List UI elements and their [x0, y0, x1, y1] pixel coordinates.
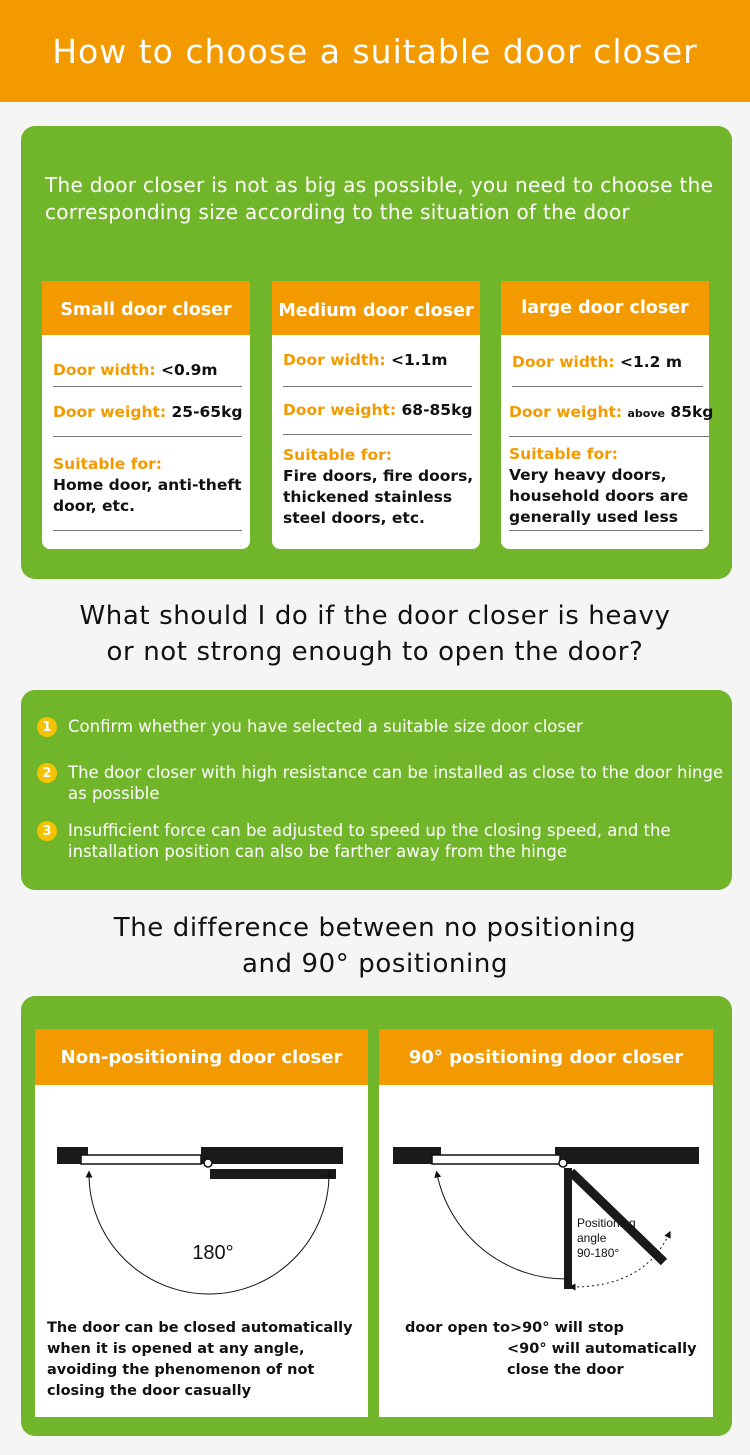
- card-title: Medium door closer: [272, 281, 480, 335]
- door-open-90: [564, 1168, 572, 1289]
- positioning-panel: [379, 1029, 713, 1417]
- door-weight-value: 68-85kg: [401, 401, 473, 419]
- closer-arm: [210, 1169, 336, 1179]
- tip-item: [37, 820, 727, 862]
- door-weight-label: Door weight:: [509, 403, 623, 421]
- page-title: How to choose a suitable door closer: [52, 31, 698, 71]
- faq-heading-line1: What should I do if the door closer is heavy: [79, 601, 671, 631]
- door-weight-value: 85kg: [670, 403, 714, 421]
- door-weight-row: [283, 387, 472, 435]
- hinge-icon: [559, 1159, 567, 1167]
- number-3-icon: 3: [37, 821, 57, 841]
- door-width-label: Door width:: [53, 361, 156, 379]
- door-width-row: [512, 335, 703, 387]
- tip-text: The door closer with high resistance can be installed as close to the door hinge as possible: [68, 763, 724, 803]
- suitable-for-label: Suitable for:: [53, 455, 162, 473]
- door-width-row: [283, 335, 472, 387]
- door-width-value: <0.9m: [160, 361, 218, 379]
- tip-item: [37, 716, 727, 737]
- door-width-value: <1.2 m: [619, 353, 682, 371]
- positioning-description-line2: <90° will automatically: [507, 1341, 697, 1357]
- door-width-row: [53, 335, 242, 387]
- positioning-description-line1: door open to>90° will stop: [405, 1320, 624, 1336]
- angle-label: 180°: [192, 1242, 234, 1264]
- faq-heading: [0, 598, 750, 670]
- compare-heading-line2: and 90° positioning: [241, 949, 509, 979]
- number-1-icon: 1: [37, 717, 57, 737]
- number-2-icon: 2: [37, 763, 57, 783]
- hinge-icon: [204, 1159, 212, 1167]
- divider: [509, 530, 703, 531]
- card-title: Small door closer: [42, 281, 250, 335]
- suitable-for-value: Home door, anti-theft door, etc.: [53, 476, 242, 515]
- door-leaf: [81, 1155, 201, 1164]
- card-small-door-closer: [42, 281, 250, 549]
- compare-heading: [0, 910, 750, 982]
- suitable-for-value: Fire doors, fire doors, thickened stainless steel doors, etc.: [283, 467, 474, 527]
- door-weight-label: Door weight:: [283, 401, 397, 419]
- non-positioning-title: Non-positioning door closer: [35, 1029, 368, 1085]
- divider: [53, 530, 242, 531]
- suitable-for-block: [53, 454, 244, 517]
- door-weight-label: Door weight:: [53, 403, 167, 421]
- suitable-for-block: [509, 444, 703, 528]
- door-width-label: Door width:: [283, 351, 386, 369]
- angle-label-line3: 90-180°: [577, 1246, 620, 1260]
- door-weight-row: [509, 387, 714, 437]
- positioning-description-line3: close the door: [507, 1362, 624, 1378]
- positioning-title: 90° positioning door closer: [379, 1029, 713, 1085]
- suitable-for-value: Very heavy doors, household doors are generally used less: [509, 466, 689, 526]
- tip-text: Insufficient force can be adjusted to speed up the closing speed, and the installation position can also be farther away from the hinge: [68, 821, 671, 861]
- suitable-for-label: Suitable for:: [509, 445, 618, 463]
- swing-arc: [89, 1174, 329, 1294]
- non-positioning-description: The door can be closed automatically when it is opened at any angle, avoiding the phenomenon of not closing the door casually: [47, 1320, 353, 1399]
- non-positioning-panel: [35, 1029, 368, 1417]
- angle-label-line2: angle: [577, 1231, 607, 1245]
- swing-arc: [437, 1174, 568, 1279]
- door-width-value: <1.1m: [390, 351, 448, 369]
- tip-item: [37, 762, 727, 804]
- wall-right: [201, 1147, 343, 1164]
- faq-heading-line2: or not strong enough to open the door?: [106, 637, 644, 667]
- suitable-for-label: Suitable for:: [283, 446, 392, 464]
- card-large-door-closer: [501, 281, 714, 549]
- angle-label-line1: Positioning: [577, 1216, 636, 1230]
- card-medium-door-closer: [272, 281, 480, 549]
- card-title: large door closer: [501, 281, 709, 335]
- door-width-label: Door width:: [512, 353, 615, 371]
- wall-right: [555, 1147, 699, 1164]
- positioning-description: [405, 1318, 697, 1381]
- door-weight-row: [53, 387, 242, 437]
- suitable-for-block: [283, 445, 474, 529]
- header-banner: [0, 0, 750, 102]
- door-weight-value: 25-65kg: [171, 403, 243, 421]
- compare-heading-line1: The difference between no positioning: [113, 913, 637, 943]
- door-leaf: [432, 1155, 560, 1164]
- door-weight-prefix: above: [627, 407, 665, 420]
- tip-text: Confirm whether you have selected a suitable size door closer: [68, 717, 583, 736]
- size-guide-intro: The door closer is not as big as possible, you need to choose the corresponding size according to the situation of the door: [45, 173, 714, 224]
